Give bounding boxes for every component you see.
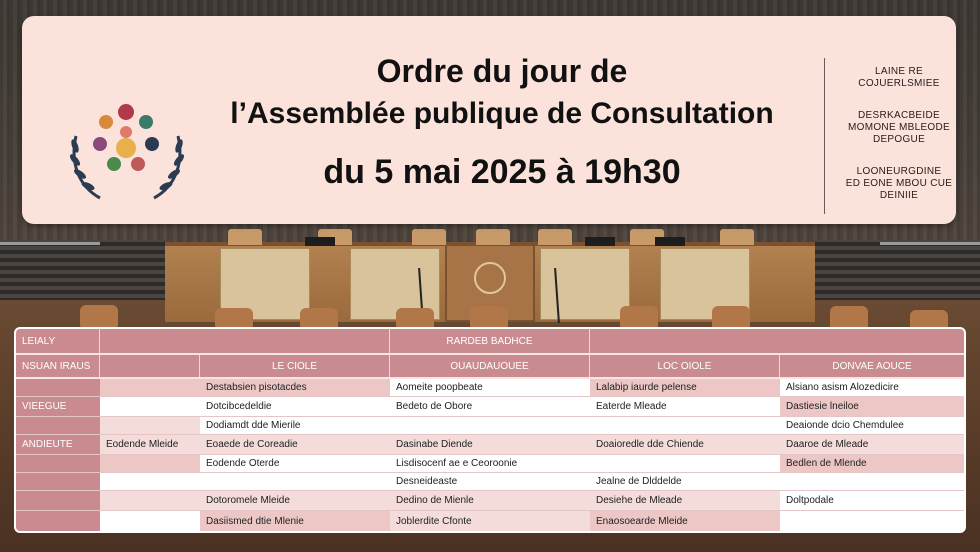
- chair: [538, 229, 572, 245]
- table-cell: Dodiamdt dde Mierile: [200, 417, 390, 434]
- header-cell: [590, 329, 964, 353]
- header-cell: LE CIOLE: [200, 355, 390, 377]
- rail-left: [0, 242, 100, 245]
- table-cell: Eodende Mleide: [100, 435, 200, 454]
- row-label: [16, 417, 100, 434]
- table-cell: Lalabip iaurde pelense: [590, 379, 780, 396]
- table-row: [16, 455, 964, 473]
- table-cell: [590, 417, 780, 434]
- table-cell: Lisdisocenf ae e Ceoroonie: [390, 455, 590, 472]
- side-note-line: ED EONE MBOU CUE: [845, 178, 953, 189]
- table-cell: [100, 511, 200, 531]
- table-cell: Destabsien pisotacdes: [200, 379, 390, 396]
- seat: [80, 305, 118, 327]
- title-divider: [824, 58, 825, 214]
- chair: [412, 229, 446, 245]
- table-row: [16, 473, 964, 491]
- table-cell: [780, 473, 964, 490]
- table-cell: Enaosoearde Mleide: [590, 511, 780, 531]
- rail-right: [880, 242, 980, 245]
- table-cell: [780, 511, 964, 531]
- title-date: du 5 mai 2025 à 19h30: [323, 153, 681, 191]
- header-cell: NSUAN IRAUS: [16, 355, 100, 377]
- table-cell: Jealne de Dlddelde: [590, 473, 780, 490]
- chair: [720, 229, 754, 245]
- row-label: [16, 491, 100, 510]
- side-note-line: LAINE RE: [875, 66, 923, 77]
- seat: [712, 306, 750, 328]
- table-cell: Dasiismed dtie Mlenie: [200, 511, 390, 531]
- table-cell: [200, 473, 390, 490]
- side-note-block: [834, 110, 964, 146]
- side-note-line: MOMONE MBLEODE: [848, 122, 950, 133]
- side-note-block: [834, 166, 964, 202]
- table-cell: Daaroe de Mleade: [780, 435, 964, 454]
- row-label: [16, 511, 100, 531]
- assembly-logo-icon: [66, 102, 188, 202]
- table-cell: [390, 417, 590, 434]
- header-cell: [100, 355, 200, 377]
- table-cell: [100, 455, 200, 472]
- table-cell: Dedino de Mienle: [390, 491, 590, 510]
- table-row: [16, 379, 964, 397]
- table-cell: Eaterde Mleade: [590, 397, 780, 416]
- side-note-line: LOONEURGDINE: [856, 166, 942, 177]
- table-cell: Eoaede de Coreadie: [200, 435, 390, 454]
- header-cell: DONVAE AOUCE: [780, 355, 964, 377]
- table-cell: Desneideaste: [390, 473, 590, 490]
- table-cell: Dastiesie lneiloe: [780, 397, 964, 416]
- header-cell: OUAUDAUOUEE: [390, 355, 590, 377]
- seat: [620, 306, 658, 328]
- table-cell: Dotcibcedeldie: [200, 397, 390, 416]
- title-line-2: l’Assemblée publique de Consultation: [230, 97, 774, 130]
- table-cell: Aomeite poopbeate: [390, 379, 590, 396]
- table-cell: Dasinabe Diende: [390, 435, 590, 454]
- chair: [476, 229, 510, 245]
- table-cell: Joblerdite Cfonte: [390, 511, 590, 531]
- table-cell: [100, 491, 200, 510]
- seat: [470, 306, 508, 328]
- chair: [228, 229, 262, 245]
- row-label: [16, 473, 100, 490]
- row-label: ANDIEUTE: [16, 435, 100, 454]
- dais-panel: [540, 248, 630, 320]
- monitor: [305, 237, 335, 246]
- row-label: [16, 379, 100, 396]
- side-notes: [834, 66, 964, 222]
- row-label: VIEEGUE: [16, 397, 100, 416]
- side-note-line: COJUERLSMIEE: [858, 78, 940, 89]
- table-cell: [100, 379, 200, 396]
- seat: [830, 306, 868, 328]
- header-cell: LOC OIOLE: [590, 355, 780, 377]
- monitor: [585, 237, 615, 246]
- row-label: [16, 455, 100, 472]
- title-line-1: Ordre du jour de: [376, 53, 628, 89]
- side-note-line: DEPOGUE: [872, 134, 926, 145]
- table-cell: Eodende Oterde: [200, 455, 390, 472]
- table-cell: Doaioredle dde Chiende: [590, 435, 780, 454]
- title-card: [22, 16, 956, 224]
- table-cell: Deaionde dcio Chemdulee: [780, 417, 964, 434]
- table-cell: [100, 417, 200, 434]
- emblem-icon: [474, 262, 506, 294]
- table-cell: Bedeto de Obore: [390, 397, 590, 416]
- table-row: [16, 511, 964, 531]
- table-row: [16, 491, 964, 511]
- table-cell: Alsiano asism Alozedicire: [780, 379, 964, 396]
- table-row: [16, 397, 964, 417]
- table-cell: [100, 397, 200, 416]
- table-cell: Dotoromele Mleide: [200, 491, 390, 510]
- table-row: [16, 435, 964, 455]
- side-note-block: [834, 66, 964, 90]
- side-note-line: DESRKACBEIDE: [858, 110, 940, 121]
- table-cell: [590, 455, 780, 472]
- header-cell: LEIALY: [16, 329, 100, 353]
- agenda-title: [197, 52, 807, 198]
- monitor: [655, 237, 685, 246]
- table-header-row: [16, 329, 964, 353]
- table-cell: Desiehe de Mleade: [590, 491, 780, 510]
- side-note-line: DEINIIE: [879, 190, 919, 201]
- header-cell: [100, 329, 390, 353]
- table-row: [16, 417, 964, 435]
- table-cell: [100, 473, 200, 490]
- header-cell: RARDEB BADHCE: [390, 329, 590, 353]
- table-header-row: [16, 355, 964, 377]
- table-cell: Bedlen de Mlende: [780, 455, 964, 472]
- agenda-table: [14, 327, 966, 533]
- table-cell: Doltpodale: [780, 491, 964, 510]
